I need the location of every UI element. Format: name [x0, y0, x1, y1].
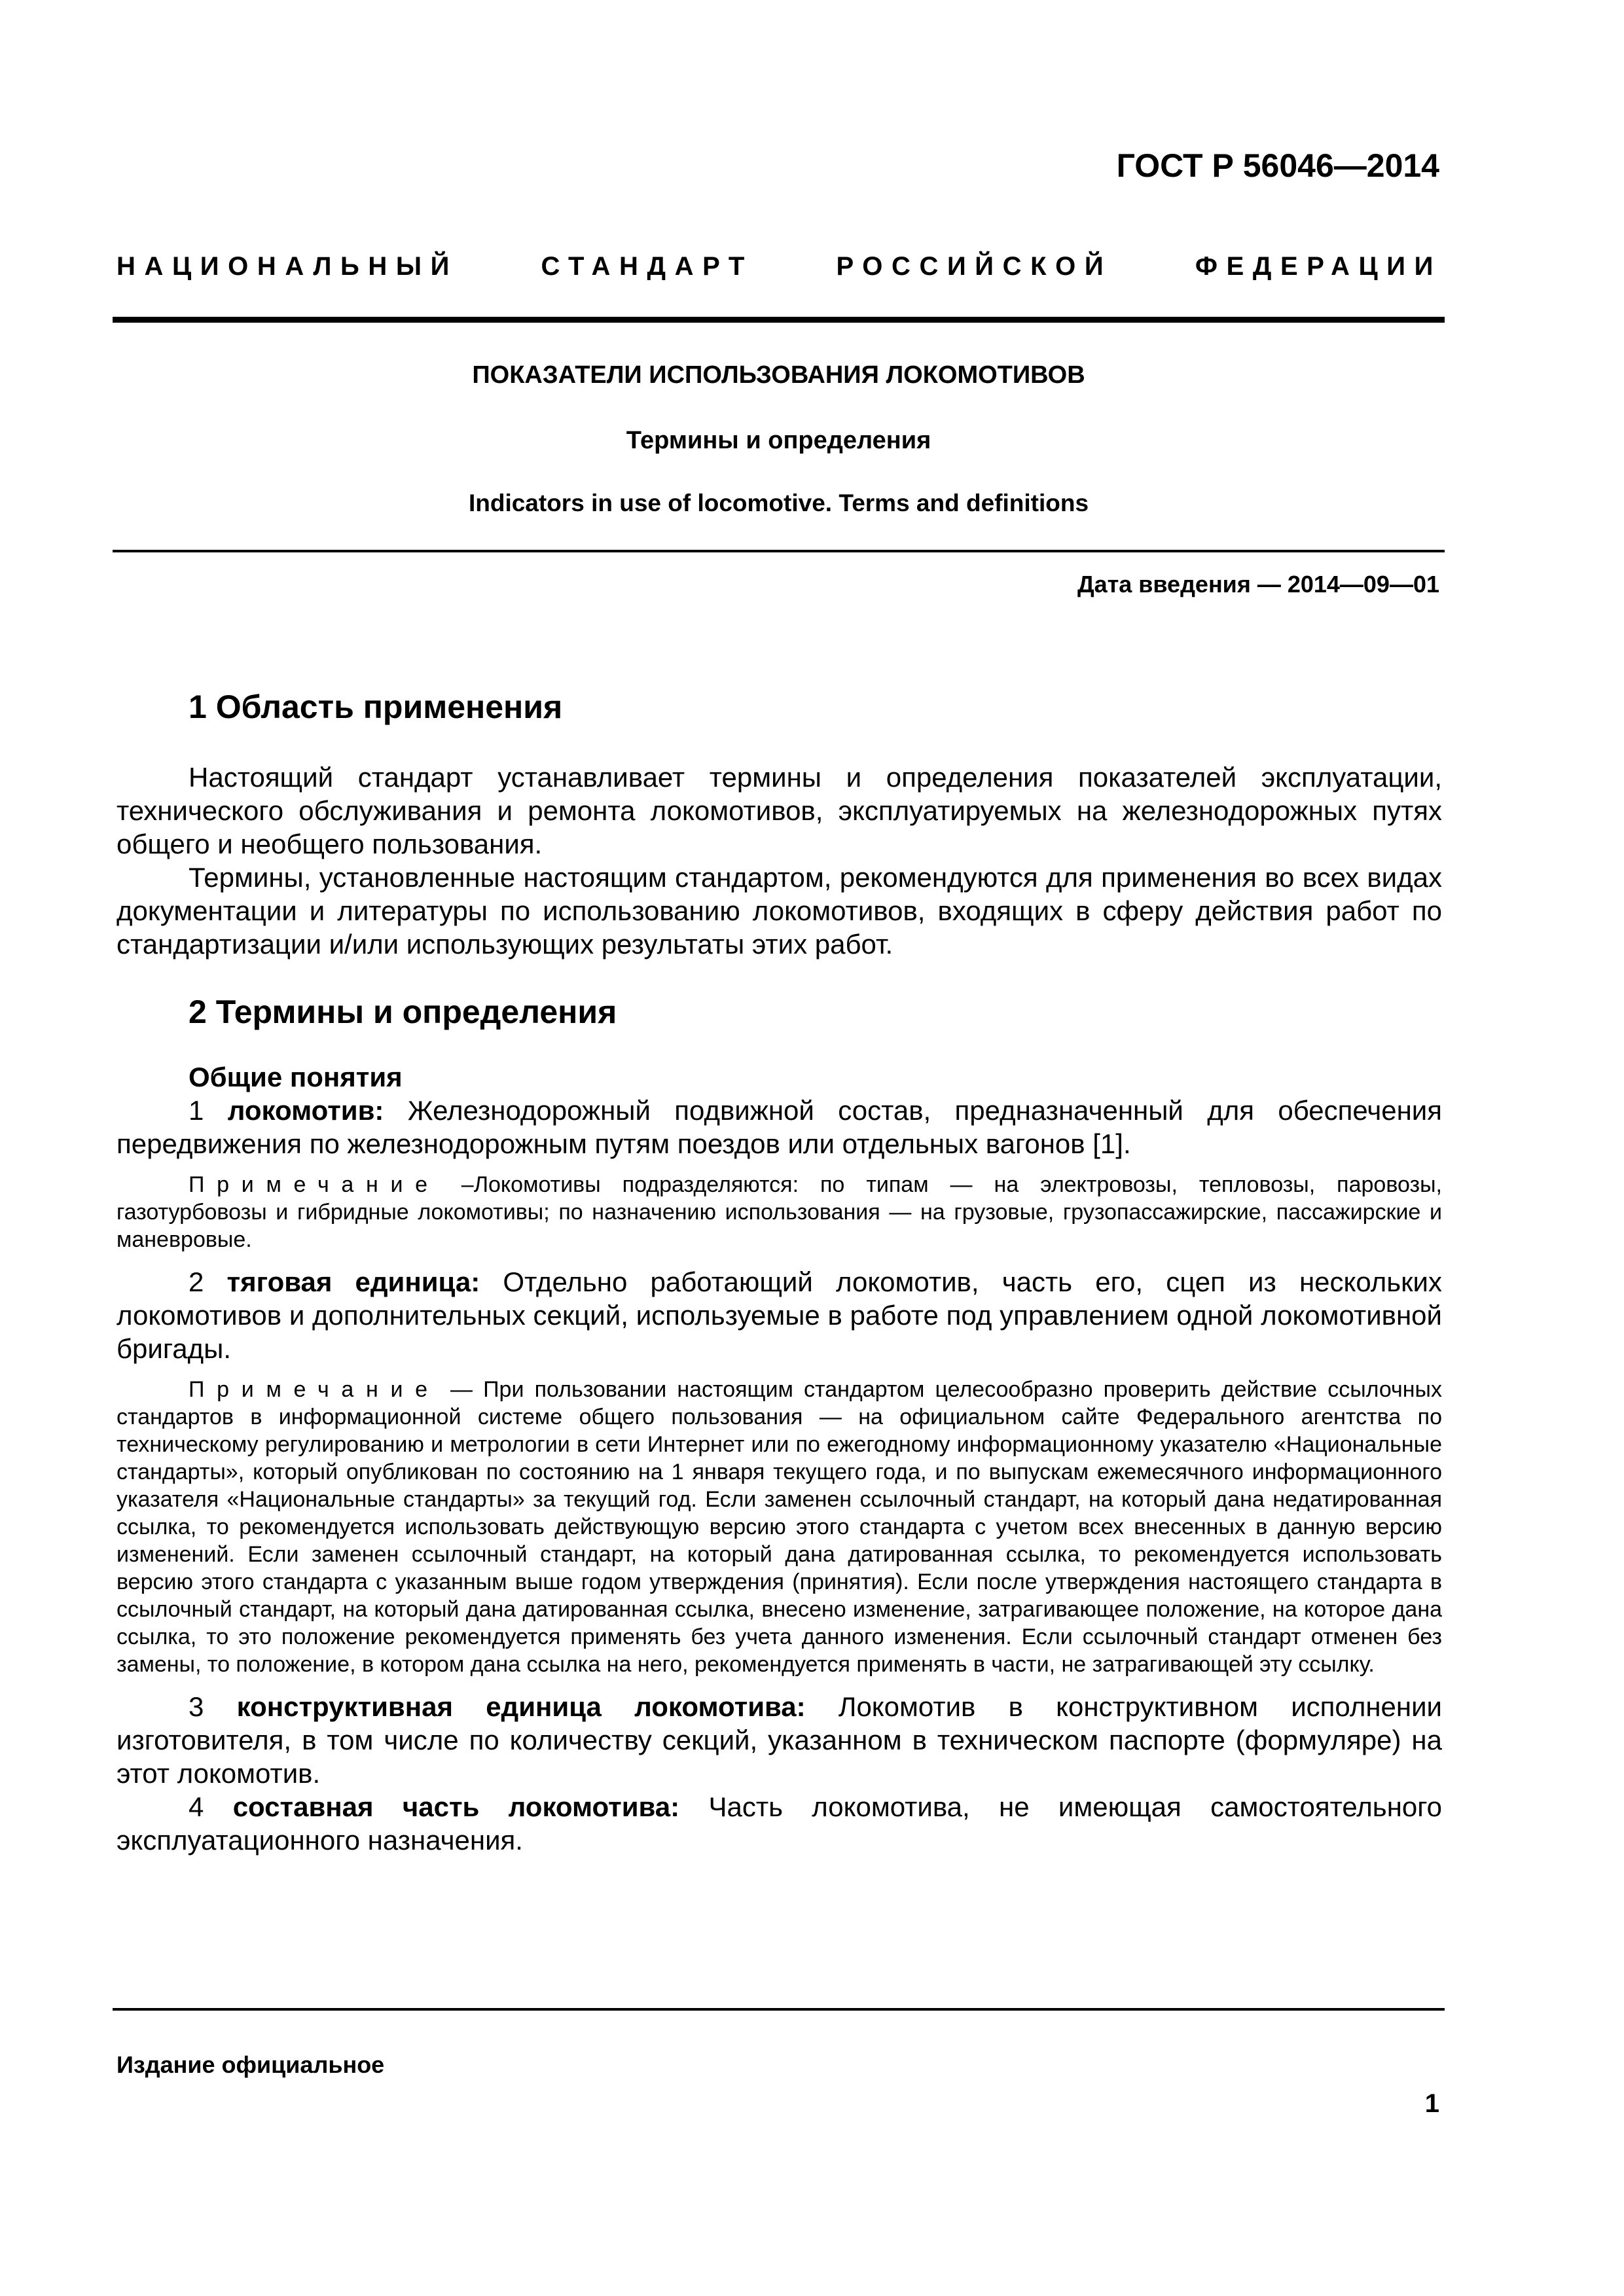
- document-title: ПОКАЗАТЕЛИ ИСПОЛЬЗОВАНИЯ ЛОКОМОТИВОВ: [472, 361, 1085, 389]
- note: [117, 1171, 1442, 1253]
- footer-rule: [113, 2008, 1445, 2011]
- term-name: конструктивная единица локомотива:: [236, 1691, 806, 1722]
- document-body: [117, 687, 1442, 1857]
- term-name: составная часть локомотива:: [232, 1791, 680, 1822]
- note-label: Примечание: [189, 1172, 440, 1197]
- term-definition: Отдельно работающий локомотив, часть его, сцеп из нескольких локомотивов и дополнительных секций, используемые в работе под управлением одной локомотивной бригады.: [117, 1266, 1443, 1364]
- term-entry: [117, 1790, 1442, 1857]
- term-entry: [117, 1265, 1442, 1365]
- section-2-subheading: Общие понятия: [189, 1062, 403, 1092]
- term-definition: Локомотив в конструктивном исполнении изготовителя, в том числе по количеству секций, указанном в техническом паспорте (формуляре) на этот локомотив.: [117, 1691, 1443, 1789]
- note-text: — При пользовании настоящим стандартом целесообразно проверить действие ссылочных стандартов в информационной системе общего пользования — на официальном сайте Федерального агентства по техническому регулированию и метрологии в сети Интернет или по ежегодному информационному указателю «Национальные стандарты», который опубликован по состоянию на 1 января текущего года, и по выпускам ежемесячного информационного указателя «Национальные стандарты» за текущий год. Если заменен ссылочный стандарт, на который дана недатированная ссылка, то рекомендуется использовать действующую версию этого стандарта с учетом всех внесенных в данную версию изменений. Если заменен ссылочный стандарт, на который дана датированная ссылка, то рекомендуется использовать версию этого стандарта с указанным выше годом утверждения (принятия). Если после утверждения настоящего стандарта в ссылочный стандарт, на который дана датированная ссылка, внесено изменение, затрагивающее положение, на которое дана ссылка, то это положение рекомендуется применять без учета данного изменения. Если ссылочный стандарт отменен без замены, то положение, в котором дана ссылка на него, рекомендуется применять в части, не затрагивающей эту ссылку.: [117, 1377, 1442, 1677]
- note: [117, 1376, 1442, 1678]
- term-definition: Железнодорожный подвижной состав, предназначенный для обеспечения передвижения по железнодорожным путям поездов или отдельных вагонов [1].: [117, 1095, 1443, 1159]
- document-designation: ГОСТ Р 56046—2014: [1116, 147, 1439, 184]
- section-2-heading: 2 Термины и определения: [189, 994, 617, 1030]
- term-entry: [117, 1690, 1442, 1790]
- term-name: тяговая единица:: [226, 1266, 480, 1297]
- introduction-date: Дата введения — 2014—09—01: [1077, 571, 1439, 598]
- term-number: 3: [189, 1691, 204, 1722]
- note-text: –Локомотивы подразделяются: по типам — на электровозы, тепловозы, паровозы, газотурбовозы и гибридные локомотивы; по назначению использования — на грузовые, грузопассажирские, пассажирские и маневровые.: [117, 1172, 1442, 1252]
- header-rule: [113, 317, 1445, 323]
- term-definition: Часть локомотива, не имеющая самостоятельного эксплуатационного назначения.: [117, 1791, 1442, 1856]
- section-1-paragraph: Термины, установленные настоящим стандартом, рекомендуются для применения во всех видах документации и литературы по использованию локомотивов, входящих в сферу действия работ по стандартизации и/или использующих результаты этих работ.: [117, 862, 1442, 960]
- edition-label: Издание официальное: [117, 2051, 385, 2078]
- term-name: локомотив:: [227, 1095, 384, 1126]
- term-entry: [117, 1094, 1442, 1160]
- document-subtitle: Термины и определения: [626, 427, 931, 454]
- national-standard-text: НАЦИОНАЛЬНЫЙ СТАНДАРТ РОССИЙСКОЙ ФЕДЕРАЦИИ: [117, 252, 1442, 281]
- page-number: 1: [1424, 2089, 1439, 2118]
- note-label: Примечание: [189, 1377, 440, 1402]
- title-rule: [113, 550, 1445, 552]
- section-1-paragraph: Настоящий стандарт устанавливает термины и определения показателей эксплуатации, технического обслуживания и ремонта локомотивов, эксплуатируемых на железнодорожных путях общего и необщего пользования.: [117, 762, 1442, 859]
- term-number: 1: [189, 1095, 204, 1126]
- term-number: 4: [189, 1791, 204, 1822]
- document-title-english: Indicators in use of locomotive. Terms and definitions: [468, 490, 1089, 516]
- national-standard-banner: [117, 252, 1442, 281]
- term-number: 2: [189, 1266, 204, 1297]
- section-1-heading: 1 Область применения: [189, 689, 563, 725]
